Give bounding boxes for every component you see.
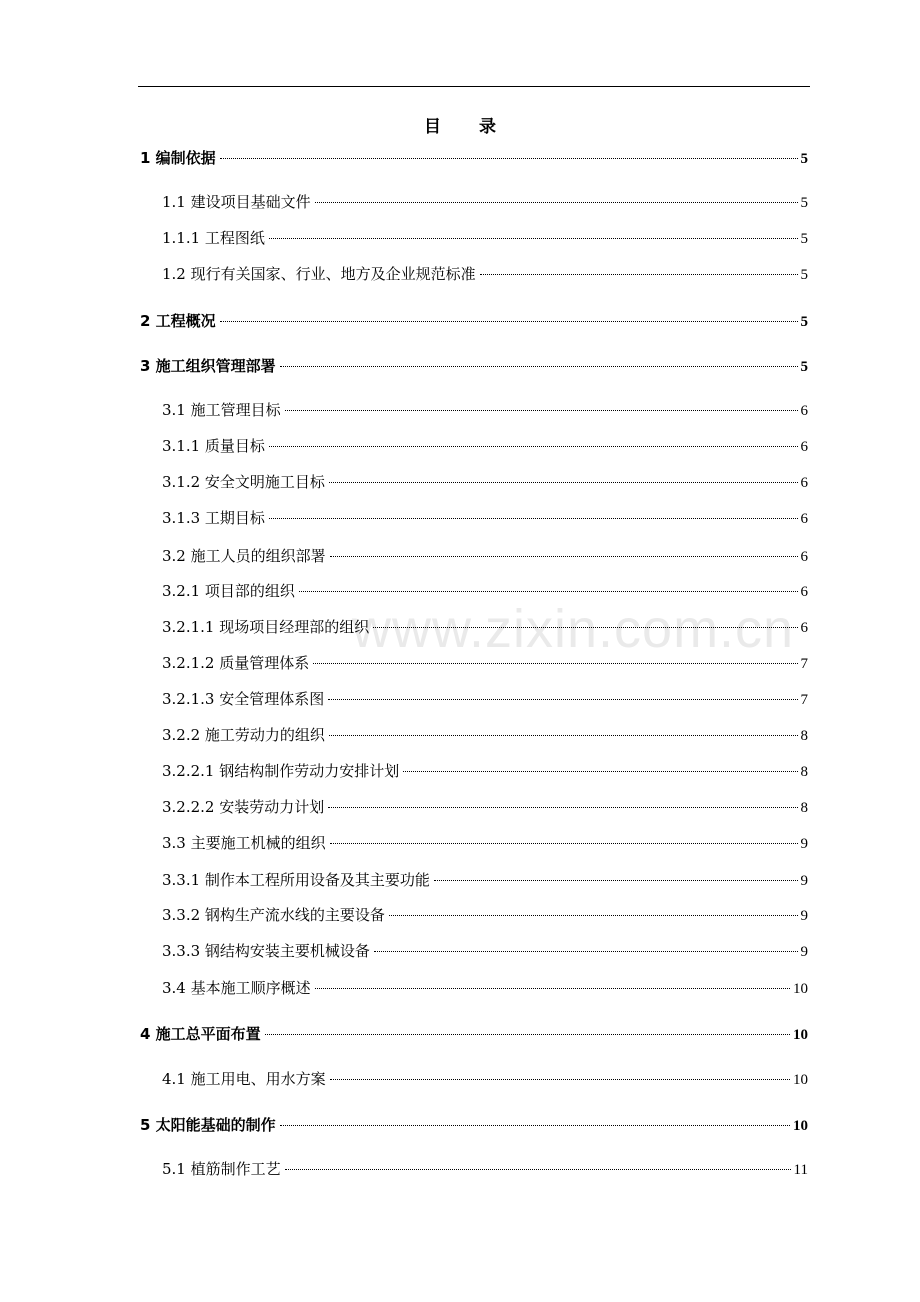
toc-entry[interactable]: [162, 506, 808, 530]
toc-dot-leader: [328, 699, 797, 700]
toc-dot-leader: [280, 366, 798, 367]
toc-entry-title: 3.1.2 安全文明施工目标: [162, 473, 325, 491]
toc-entry[interactable]: [162, 470, 808, 494]
toc-entry-title: 3.2 施工人员的组织部署: [162, 547, 326, 565]
toc-entry-title: 3.1.1 质量目标: [162, 437, 265, 455]
toc-dot-leader: [265, 1034, 790, 1035]
toc-entry-page: 7: [800, 656, 808, 672]
toc-entry-page: 6: [800, 439, 808, 455]
header-rule: [138, 86, 810, 87]
toc-entry-page: 9: [800, 836, 808, 852]
toc-entry-page: 9: [800, 944, 808, 960]
toc-entry-title: 3.2.2 施工劳动力的组织: [162, 726, 325, 744]
toc-entry[interactable]: [162, 434, 808, 458]
toc-entry-title: 1.1 建设项目基础文件: [162, 193, 311, 211]
toc-entry[interactable]: [162, 651, 808, 675]
toc-dot-leader: [285, 1169, 791, 1170]
toc-dot-leader: [434, 880, 798, 881]
toc-entry[interactable]: [162, 759, 808, 783]
toc-entry-page: 5: [800, 151, 808, 167]
toc-entry[interactable]: [162, 398, 808, 422]
toc-entry[interactable]: [162, 723, 808, 747]
toc-entry-page: 10: [793, 1027, 808, 1043]
toc-entry[interactable]: [162, 831, 808, 855]
toc-dot-leader: [299, 591, 798, 592]
toc-dot-leader: [330, 556, 798, 557]
toc-entry-page: 6: [800, 549, 808, 565]
toc-dot-leader: [373, 627, 797, 628]
toc-dot-leader: [269, 238, 798, 239]
toc-entry[interactable]: [162, 262, 808, 286]
toc-entry[interactable]: [140, 309, 808, 333]
toc-entry[interactable]: [140, 354, 808, 378]
toc-dot-leader: [313, 663, 797, 664]
watermark: www.zixin.com.cn: [352, 599, 795, 659]
toc-entry-page: 6: [800, 403, 808, 419]
toc-dot-leader: [280, 1125, 790, 1126]
toc-entry[interactable]: [162, 190, 808, 214]
toc-entry-page: 8: [800, 728, 808, 744]
toc-entry-page: 5: [800, 314, 808, 330]
toc-entry-title: 4.1 施工用电、用水方案: [162, 1070, 326, 1088]
toc-entry-page: 10: [793, 1072, 808, 1088]
toc-entry-title: 5.1 植筋制作工艺: [162, 1160, 281, 1178]
toc-entry[interactable]: [162, 226, 808, 250]
toc-entry-title: 2 工程概况: [140, 312, 216, 330]
toc-dot-leader: [269, 446, 798, 447]
toc-dot-leader: [403, 771, 797, 772]
toc-entry-page: 10: [793, 1118, 808, 1134]
toc-entry[interactable]: [162, 939, 808, 963]
toc-entry-title: 1.1.1 工程图纸: [162, 229, 265, 247]
toc-entry-title: 3.3.3 钢结构安装主要机械设备: [162, 942, 370, 960]
toc-entry[interactable]: [162, 544, 808, 568]
toc-entry-page: 5: [800, 359, 808, 375]
toc-entry-page: 11: [793, 1162, 808, 1178]
toc-dot-leader: [329, 735, 798, 736]
toc-entry[interactable]: [162, 1067, 808, 1091]
toc-dot-leader: [220, 321, 798, 322]
toc-entry[interactable]: [140, 1113, 808, 1137]
toc-dot-leader: [328, 807, 797, 808]
toc-entry-page: 10: [793, 981, 808, 997]
toc-dot-leader: [330, 843, 798, 844]
toc-entry-page: 8: [800, 764, 808, 780]
toc-dot-leader: [480, 274, 798, 275]
toc-dot-leader: [220, 158, 798, 159]
toc-dot-leader: [315, 202, 798, 203]
toc-dot-leader: [389, 915, 798, 916]
toc-entry[interactable]: [162, 868, 808, 892]
toc-entry[interactable]: [162, 795, 808, 819]
toc-entry-page: 5: [800, 267, 808, 283]
toc-entry-title: 3.1 施工管理目标: [162, 401, 281, 419]
toc-entry-page: 6: [800, 584, 808, 600]
toc-entry-page: 6: [800, 475, 808, 491]
toc-entry[interactable]: [162, 615, 808, 639]
toc-entry-page: 6: [800, 511, 808, 527]
toc-entry-page: 9: [800, 908, 808, 924]
toc-entry-title: 4 施工总平面布置: [140, 1025, 261, 1043]
toc-dot-leader: [285, 410, 798, 411]
toc-entry-title: 3 施工组织管理部署: [140, 357, 276, 375]
toc-entry[interactable]: [140, 1022, 808, 1046]
toc-entry-title: 3.4 基本施工顺序概述: [162, 979, 311, 997]
toc-dot-leader: [330, 1079, 790, 1080]
toc-entry-title: 3.2.2.1 钢结构制作劳动力安排计划: [162, 762, 400, 780]
toc-entry-page: 5: [800, 231, 808, 247]
toc-entry[interactable]: [162, 976, 808, 1000]
toc-entry[interactable]: [162, 903, 808, 927]
toc-entry-page: 8: [800, 800, 808, 816]
toc-entry-title: 3.2.1.3 安全管理体系图: [162, 690, 325, 708]
toc-entry-title: 3.2.1 项目部的组织: [162, 582, 295, 600]
toc-entry-title: 1.2 现行有关国家、行业、地方及企业规范标准: [162, 265, 476, 283]
toc-entry-title: 3.3.1 制作本工程所用设备及其主要功能: [162, 871, 430, 889]
toc-dot-leader: [269, 518, 798, 519]
toc-entry[interactable]: [162, 579, 808, 603]
toc-entry[interactable]: [162, 1157, 808, 1181]
toc-entry-page: 6: [800, 620, 808, 636]
toc-entry-title: 5 太阳能基础的制作: [140, 1116, 276, 1134]
toc-entry-page: 7: [800, 692, 808, 708]
toc-dot-leader: [315, 988, 790, 989]
toc-entry-title: 1 编制依据: [140, 149, 216, 167]
toc-entry-page: 9: [800, 873, 808, 889]
toc-entry[interactable]: [162, 687, 808, 711]
toc-entry-title: 3.1.3 工期目标: [162, 509, 265, 527]
toc-entry[interactable]: [140, 146, 808, 170]
toc-entry-title: 3.3.2 钢构生产流水线的主要设备: [162, 906, 385, 924]
toc-entry-title: 3.3 主要施工机械的组织: [162, 834, 326, 852]
toc-dot-leader: [374, 951, 798, 952]
toc-entry-title: 3.2.1.1 现场项目经理部的组织: [162, 618, 370, 636]
toc-entry-title: 3.2.2.2 安装劳动力计划: [162, 798, 325, 816]
toc-dot-leader: [329, 482, 798, 483]
toc-entry-title: 3.2.1.2 质量管理体系: [162, 654, 310, 672]
toc-title: 目 录: [424, 117, 512, 137]
toc-entry-page: 5: [800, 195, 808, 211]
